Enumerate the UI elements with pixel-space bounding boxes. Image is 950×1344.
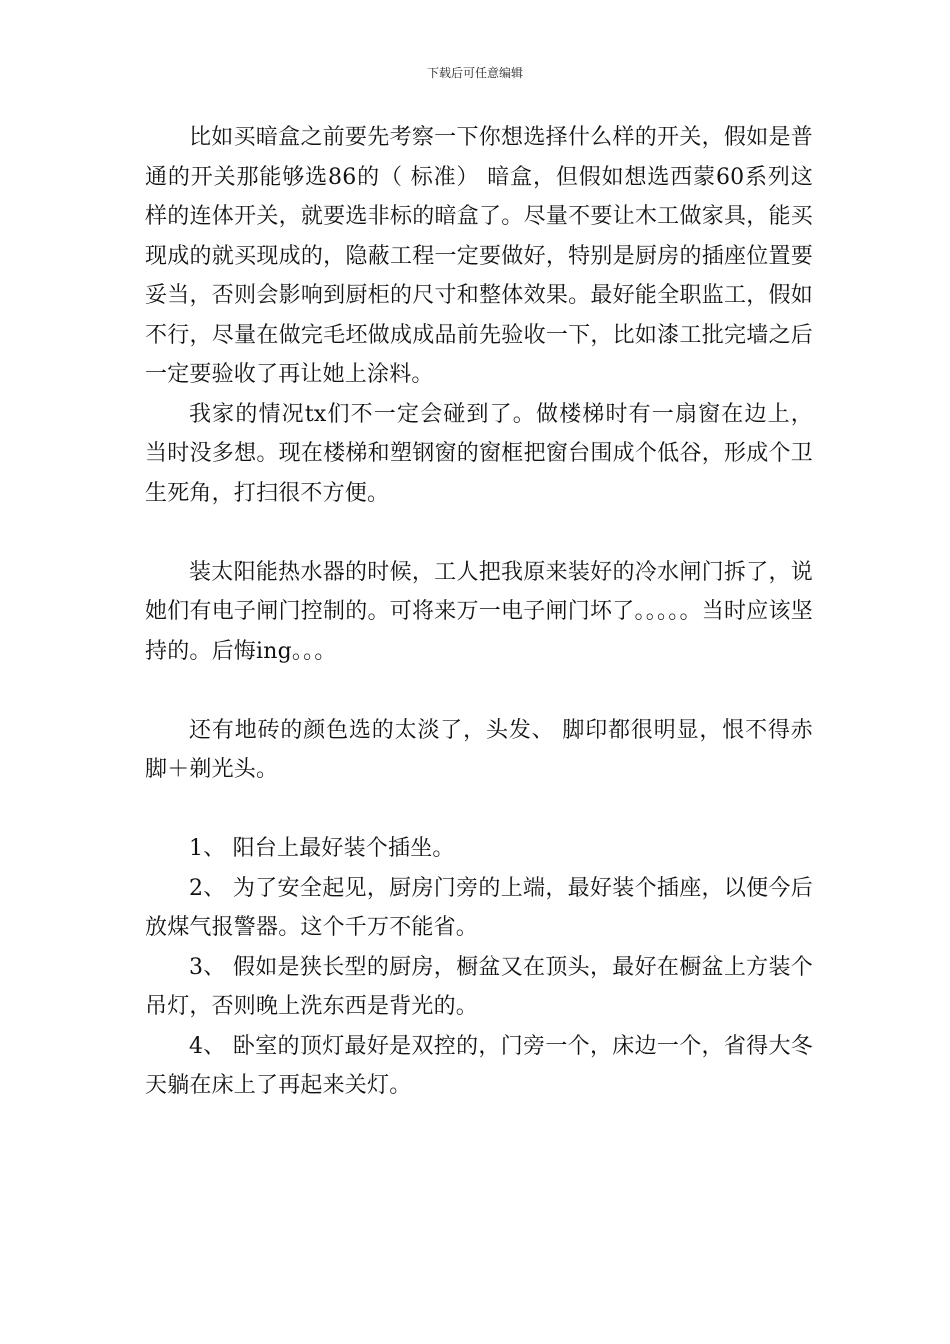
blank-line <box>145 671 813 711</box>
blank-line <box>145 790 813 830</box>
paragraph-4: 还有地砖的颜色选的太淡了，头发、 脚印都很明显，恨不得赤脚＋剃光头。 <box>145 717 813 782</box>
list-item-4: 4、 卧室的顶灯最好是双控的，门旁一个，床边一个，省得大冬天躺在床上了再起来关灯。 <box>145 1033 813 1098</box>
paragraph-1: 比如买暗盒之前要先考察一下你想选择什么样的开关，假如是普通的开关那能够选86的（ 标准） 暗盒，但假如想选西蒙60系列这样的连体开关，就要选非标的暗盒了。尽量不要让木工做家具，能买现成的就买现成的，隐蔽工程一定要做好，特别是厨房的插座位置要妥当，否则会影响到厨柜的尺寸和整体效果。最好能全职监工，假如不行，尽量在做完毛坯做成成品前先验收一下，比如漆工批完墙之后一定要验收了再让她上涂料。 <box>145 125 813 387</box>
blank-line <box>145 513 813 553</box>
page-header: 下载后可任意编辑 <box>426 66 523 80</box>
list-item-2: 2、 为了安全起见，厨房门旁的上端，最好装个插座，以便今后放煤气报警器。这个千万不能省。 <box>145 875 813 940</box>
paragraph-2: 我家的情况tx们不一定会碰到了。做楼梯时有一扇窗在边上， 当时没多想。现在楼梯和塑钢窗的窗框把窗台围成个低谷，形成个卫生死角，打扫很不方便。 <box>145 401 813 506</box>
document-body <box>145 118 813 1106</box>
list-item-3: 3、 假如是狭长型的厨房，橱盆又在顶头，最好在橱盆上方装个吊灯，否则晚上洗东西是背光的。 <box>145 954 813 1019</box>
paragraph-3: 装太阳能热水器的时候，工人把我原来装好的冷水闸门拆了，说她们有电子闸门控制的。可将来万一电子闸门坏了。。。。。当时应该坚持的。后悔ing。。。 <box>145 559 813 664</box>
list-item-1: 1、 阳台上最好装个插坐。 <box>189 836 455 861</box>
